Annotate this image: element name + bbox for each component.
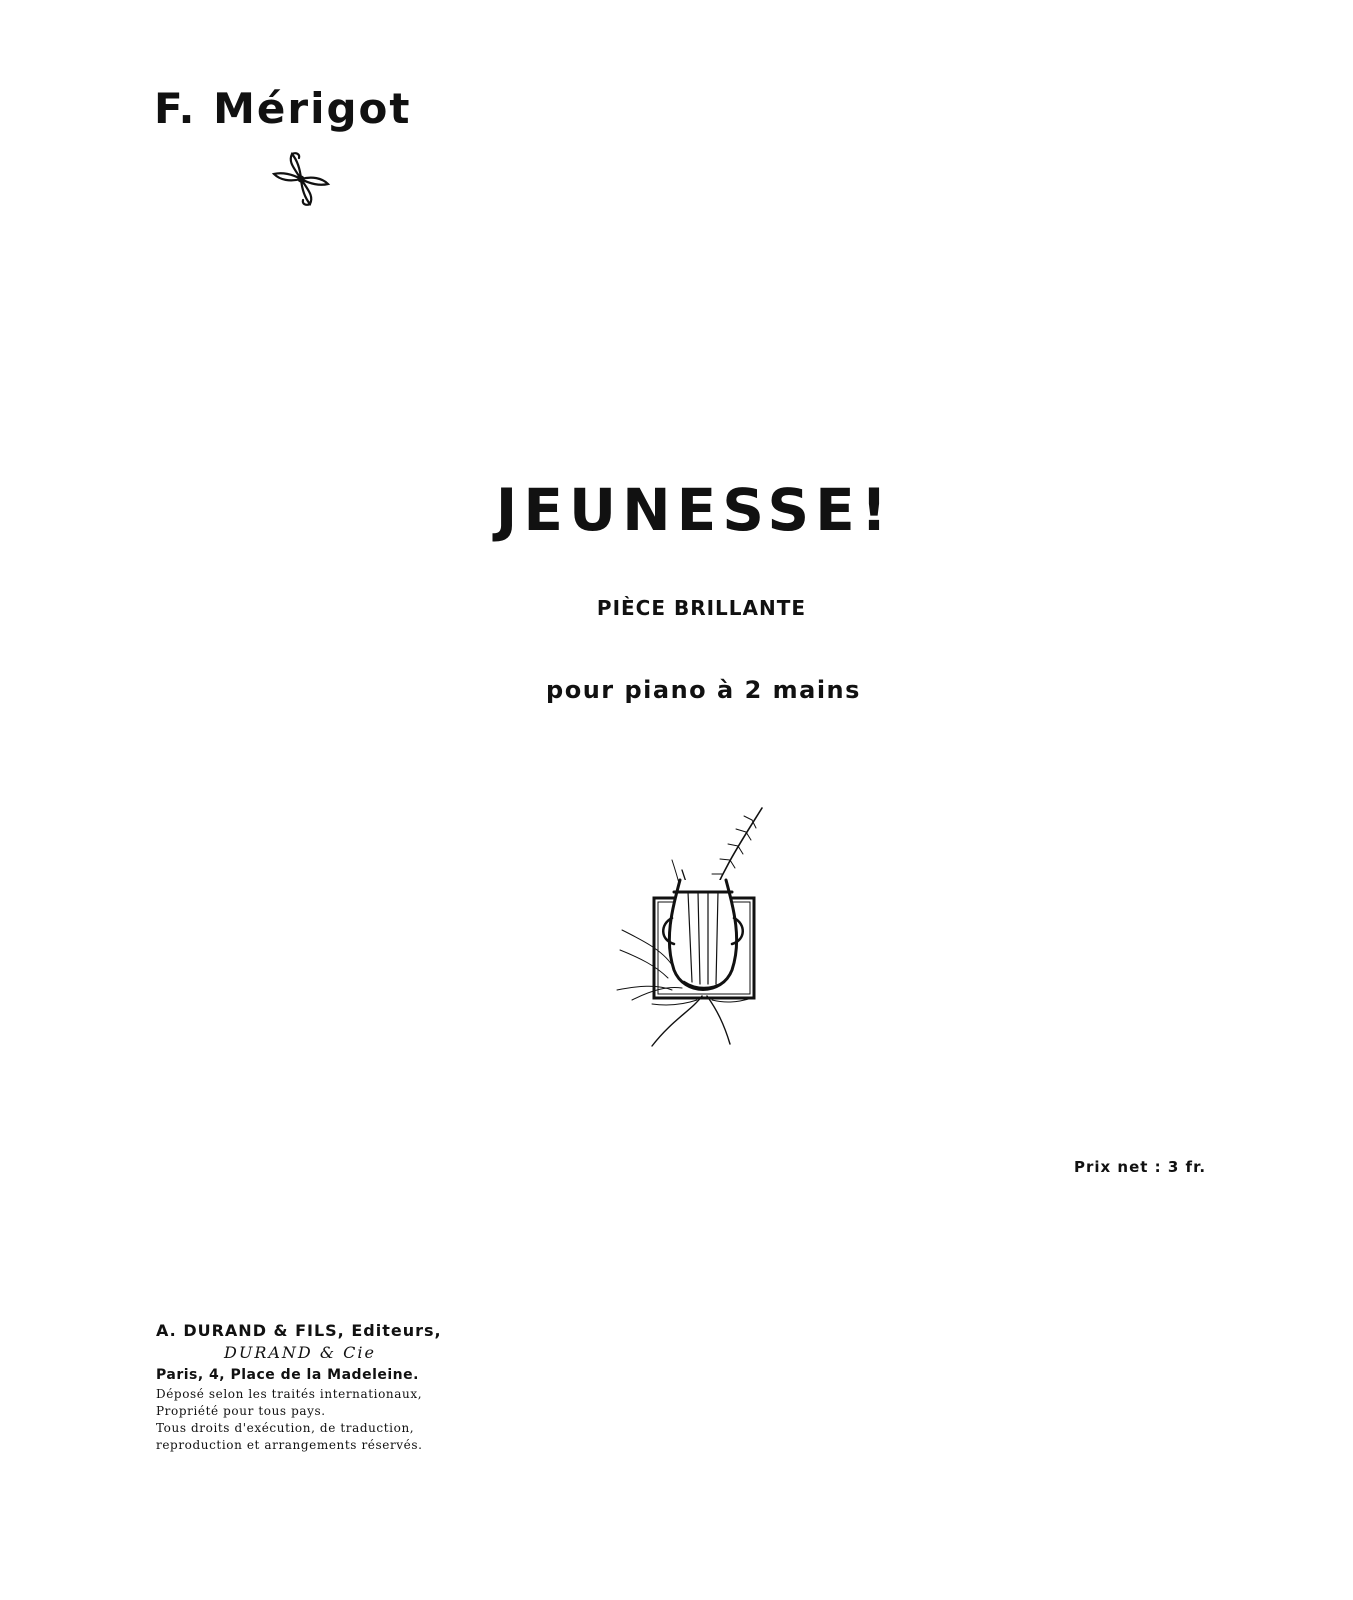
publisher-address: Paris, 4, Place de la Madeleine. — [156, 1367, 419, 1383]
publisher-successor: DURAND & Cie — [224, 1343, 376, 1362]
rights-line: Propriété pour tous pays. — [156, 1404, 326, 1418]
instrumentation: pour piano à 2 mains — [546, 676, 861, 704]
rights-line: Déposé selon les traités internationaux, — [156, 1387, 423, 1401]
publisher-block — [156, 1320, 456, 1454]
piece-title: JEUNESSE! — [495, 476, 894, 544]
publisher-name: A. DURAND & FILS, Editeurs, — [156, 1321, 442, 1340]
floral-flourish-ornament — [270, 150, 332, 208]
rights-line: Tous droits d'exécution, de traduction, — [156, 1421, 415, 1435]
lyre-ornament — [612, 800, 782, 1050]
price-label: Prix net : 3 fr. — [1074, 1158, 1207, 1176]
piece-subtitle: PIÈCE BRILLANTE — [596, 596, 807, 620]
rights-line: reproduction et arrangements réservés. — [156, 1438, 423, 1452]
composer-name: F. Mérigot — [154, 84, 412, 133]
